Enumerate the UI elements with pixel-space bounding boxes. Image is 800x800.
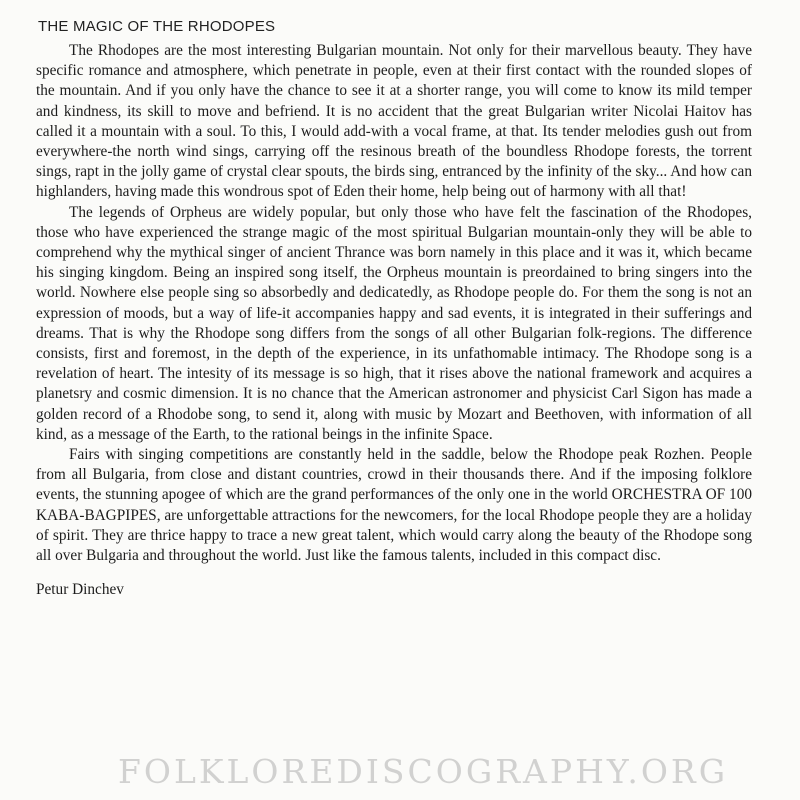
page-title: THE MAGIC OF THE RHODOPES (38, 18, 276, 35)
author-signature: Petur Dinchev (36, 581, 124, 599)
watermark: FOLKLOREDISCOGRAPHY.ORG (118, 752, 729, 791)
liner-notes-page (36, 18, 752, 599)
paragraph-2: The legends of Orpheus are widely popular, but only those who have felt the fascination of the Rhodopes, those who have experienced the strange magic of the most spiritual Bulgarian mountain-only they will be able to comprehend why the mythical singer of ancient Thrance was born namely in this place and it was it, which became his singing kingdom. Being an inspired song itself, the Orpheus mountain is preordained to bring singers into the world. Nowhere else people sing so absorbedly and dedicatedly, as Rhodope people do. For them the song is not an expression of moods, but a way of life-it accompanies happy and sad events, it is integrated in their sufferings and dreams. That is why the Rhodope song differs from the songs of all other Bulgarian folk-regions. The difference consists, first and foremost, in the depth of the experience, in its unfathomable intimacy. The Rhodope song is a revelation of heart. The intesity of its message is so high, that it rises above the national framework and acquires a planetsry and cosmic dimension. It is no chance that the American astronomer and physicist Carl Sigon has made a golden record of a Rhodobe song, to send it, along with music by Mozart and Beethoven, with information of all kind, as a message of the Earth, to the rational beings in the infinite Space. (36, 203, 752, 443)
paragraph-1: The Rhodopes are the most interesting Bulgarian mountain. Not only for their marvellous beauty. They have specific romance and atmosphere, which penetrate in people, even at their first contact with the rounded slopes of the mountain. And if you only have the chance to see it at a shorter range, you will come to know its mild temper and kindness, its skill to move and befriend. It is no accident that the great Bulgarian writer Nicolai Haitov has called it a mountain with a soul. To this, I would add-with a vocal frame, at that. Its tender melodies gush out from everywhere-the north wind sings, carrying off the resinous breath of the boundless Rhodope forests, the torrent sings, rapt in the jolly game of crystal clear spouts, the birds sing, entranced by the infinity of the sky... And how can highlanders, having made this wondrous spot of Eden their home, help being out of harmony with all that! (36, 42, 752, 201)
paragraph-3: Fairs with singing competitions are constantly held in the saddle, below the Rhodope peak Rozhen. People from all Bulgaria, from close and distant countries, crowd in their thousands there. And if the imposing folklore events, the stunning apogee of which are the grand performances of the only one in the world ORCHESTRA OF 100 KABA-BAGPIPES, are unforgettable attractions for the newcomers, for the local Rhodope people they are a holiday of spirit. They are thrice happy to trace a new great talent, which would carry along the beauty of the Rhodope song all over Bulgaria and throughout the world. Just like the famous talents, included in this compact disc. (36, 446, 752, 565)
